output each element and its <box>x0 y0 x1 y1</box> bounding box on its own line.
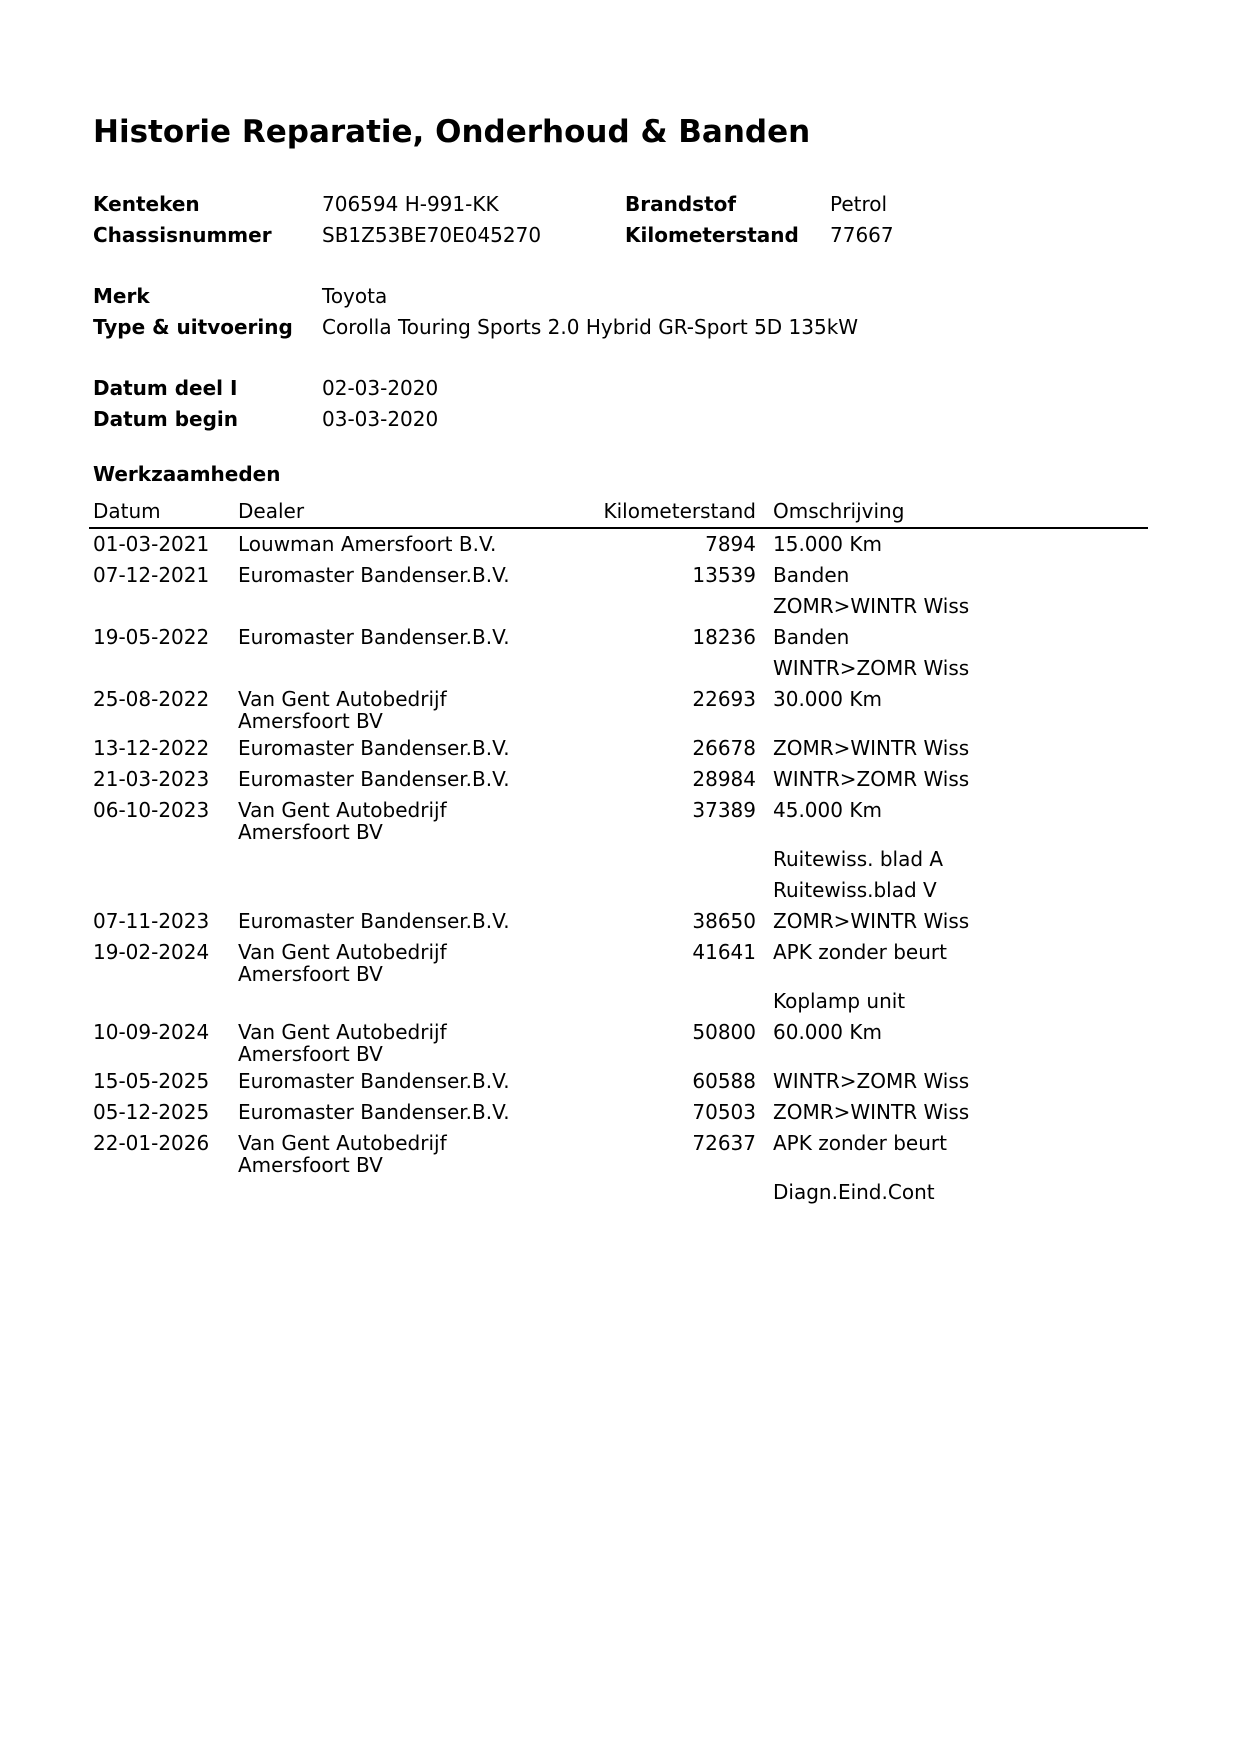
cell-datum: 13-12-2022 <box>93 736 210 760</box>
cell-omschrijving: APK zonder beurt <box>773 1131 947 1155</box>
cell-dealer: Euromaster Bandenser.B.V. <box>238 563 510 587</box>
chassis-value: SB1Z53BE70E045270 <box>322 223 542 247</box>
cell-dealer: Euromaster Bandenser.B.V. <box>238 767 510 791</box>
cell-datum: 01-03-2021 <box>93 532 210 556</box>
cell-kilometerstand: 41641 <box>692 940 756 964</box>
datum-deel-value: 02-03-2020 <box>322 376 439 400</box>
cell-kilometerstand: 60588 <box>692 1069 756 1093</box>
table-row <box>89 844 1148 875</box>
cell-kilometerstand: 22693 <box>692 687 756 711</box>
table-row <box>89 1017 1148 1066</box>
cell-omschrijving: Ruitewiss.blad V <box>773 878 937 902</box>
table-row <box>89 906 1148 937</box>
table-row <box>89 1097 1148 1128</box>
table-row <box>89 875 1148 906</box>
column-header-omschrijving: Omschrijving <box>773 499 905 523</box>
cell-dealer: Euromaster Bandenser.B.V. <box>238 1100 510 1124</box>
page-title: Historie Reparatie, Onderhoud & Banden <box>93 114 811 150</box>
cell-omschrijving: Ruitewiss. blad A <box>773 847 944 871</box>
table-row <box>89 1128 1148 1177</box>
cell-kilometerstand: 28984 <box>692 767 756 791</box>
chassis-label: Chassisnummer <box>93 223 272 247</box>
cell-dealer: Van Gent Autobedrijf Amersfoort BV <box>238 687 447 733</box>
table-row <box>89 1177 1148 1208</box>
cell-kilometerstand: 13539 <box>692 563 756 587</box>
werkzaamheden-heading: Werkzaamheden <box>93 462 281 486</box>
cell-omschrijving: WINTR>ZOMR Wiss <box>773 656 970 680</box>
cell-kilometerstand: 18236 <box>692 625 756 649</box>
datum-begin-label: Datum begin <box>93 407 238 431</box>
cell-omschrijving: WINTR>ZOMR Wiss <box>773 1069 970 1093</box>
werkzaamheden-table <box>89 497 1148 1208</box>
cell-omschrijving: 45.000 Km <box>773 798 882 822</box>
table-body <box>89 529 1148 1208</box>
kilometerstand-label: Kilometerstand <box>625 223 799 247</box>
cell-datum: 19-05-2022 <box>93 625 210 649</box>
cell-dealer: Van Gent Autobedrijf Amersfoort BV <box>238 1131 447 1177</box>
cell-kilometerstand: 38650 <box>692 909 756 933</box>
datum-begin-value: 03-03-2020 <box>322 407 439 431</box>
cell-datum: 07-11-2023 <box>93 909 210 933</box>
cell-omschrijving: ZOMR>WINTR Wiss <box>773 909 970 933</box>
table-row <box>89 733 1148 764</box>
cell-dealer: Euromaster Bandenser.B.V. <box>238 909 510 933</box>
cell-kilometerstand: 37389 <box>692 798 756 822</box>
kenteken-value: 706594 H-991-KK <box>322 192 499 216</box>
brandstof-value: Petrol <box>830 192 888 216</box>
cell-dealer: Euromaster Bandenser.B.V. <box>238 625 510 649</box>
cell-dealer: Van Gent Autobedrijf Amersfoort BV <box>238 1020 447 1066</box>
table-row <box>89 622 1148 653</box>
merk-value: Toyota <box>322 284 388 308</box>
cell-omschrijving: APK zonder beurt <box>773 940 947 964</box>
cell-omschrijving: WINTR>ZOMR Wiss <box>773 767 970 791</box>
cell-kilometerstand: 26678 <box>692 736 756 760</box>
merk-label: Merk <box>93 284 150 308</box>
table-row <box>89 764 1148 795</box>
cell-datum: 15-05-2025 <box>93 1069 210 1093</box>
cell-datum: 25-08-2022 <box>93 687 210 711</box>
cell-omschrijving: 15.000 Km <box>773 532 882 556</box>
cell-datum: 07-12-2021 <box>93 563 210 587</box>
table-row <box>89 529 1148 560</box>
type-value: Corolla Touring Sports 2.0 Hybrid GR-Sport 5D 135kW <box>322 315 859 339</box>
table-row <box>89 560 1148 591</box>
table-row <box>89 1066 1148 1097</box>
table-row <box>89 986 1148 1017</box>
cell-datum: 21-03-2023 <box>93 767 210 791</box>
cell-datum: 22-01-2026 <box>93 1131 210 1155</box>
cell-omschrijving: Banden <box>773 563 850 587</box>
table-row <box>89 937 1148 986</box>
cell-datum: 06-10-2023 <box>93 798 210 822</box>
table-header <box>89 497 1148 529</box>
datum-deel-label: Datum deel I <box>93 376 238 400</box>
cell-omschrijving: 30.000 Km <box>773 687 882 711</box>
column-header-dealer: Dealer <box>238 499 305 523</box>
cell-omschrijving: ZOMR>WINTR Wiss <box>773 1100 970 1124</box>
cell-dealer: Louwman Amersfoort B.V. <box>238 532 497 556</box>
cell-omschrijving: Banden <box>773 625 850 649</box>
cell-omschrijving: 60.000 Km <box>773 1020 882 1044</box>
cell-datum: 10-09-2024 <box>93 1020 210 1044</box>
cell-dealer: Euromaster Bandenser.B.V. <box>238 736 510 760</box>
cell-dealer: Van Gent Autobedrijf Amersfoort BV <box>238 940 447 986</box>
cell-dealer: Van Gent Autobedrijf Amersfoort BV <box>238 798 447 844</box>
cell-kilometerstand: 50800 <box>692 1020 756 1044</box>
cell-omschrijving: Diagn.Eind.Cont <box>773 1180 935 1204</box>
brandstof-label: Brandstof <box>625 192 737 216</box>
cell-omschrijving: ZOMR>WINTR Wiss <box>773 594 970 618</box>
table-row <box>89 795 1148 844</box>
cell-datum: 19-02-2024 <box>93 940 210 964</box>
table-row <box>89 684 1148 733</box>
cell-kilometerstand: 7894 <box>705 532 756 556</box>
type-label: Type & uitvoering <box>93 315 293 339</box>
column-header-datum: Datum <box>93 499 161 523</box>
kilometerstand-value: 77667 <box>830 223 894 247</box>
cell-datum: 05-12-2025 <box>93 1100 210 1124</box>
column-header-kilometerstand: Kilometerstand <box>603 499 756 523</box>
cell-kilometerstand: 70503 <box>692 1100 756 1124</box>
cell-omschrijving: ZOMR>WINTR Wiss <box>773 736 970 760</box>
cell-kilometerstand: 72637 <box>692 1131 756 1155</box>
table-row <box>89 653 1148 684</box>
cell-dealer: Euromaster Bandenser.B.V. <box>238 1069 510 1093</box>
table-row <box>89 591 1148 622</box>
cell-omschrijving: Koplamp unit <box>773 989 906 1013</box>
kenteken-label: Kenteken <box>93 192 200 216</box>
